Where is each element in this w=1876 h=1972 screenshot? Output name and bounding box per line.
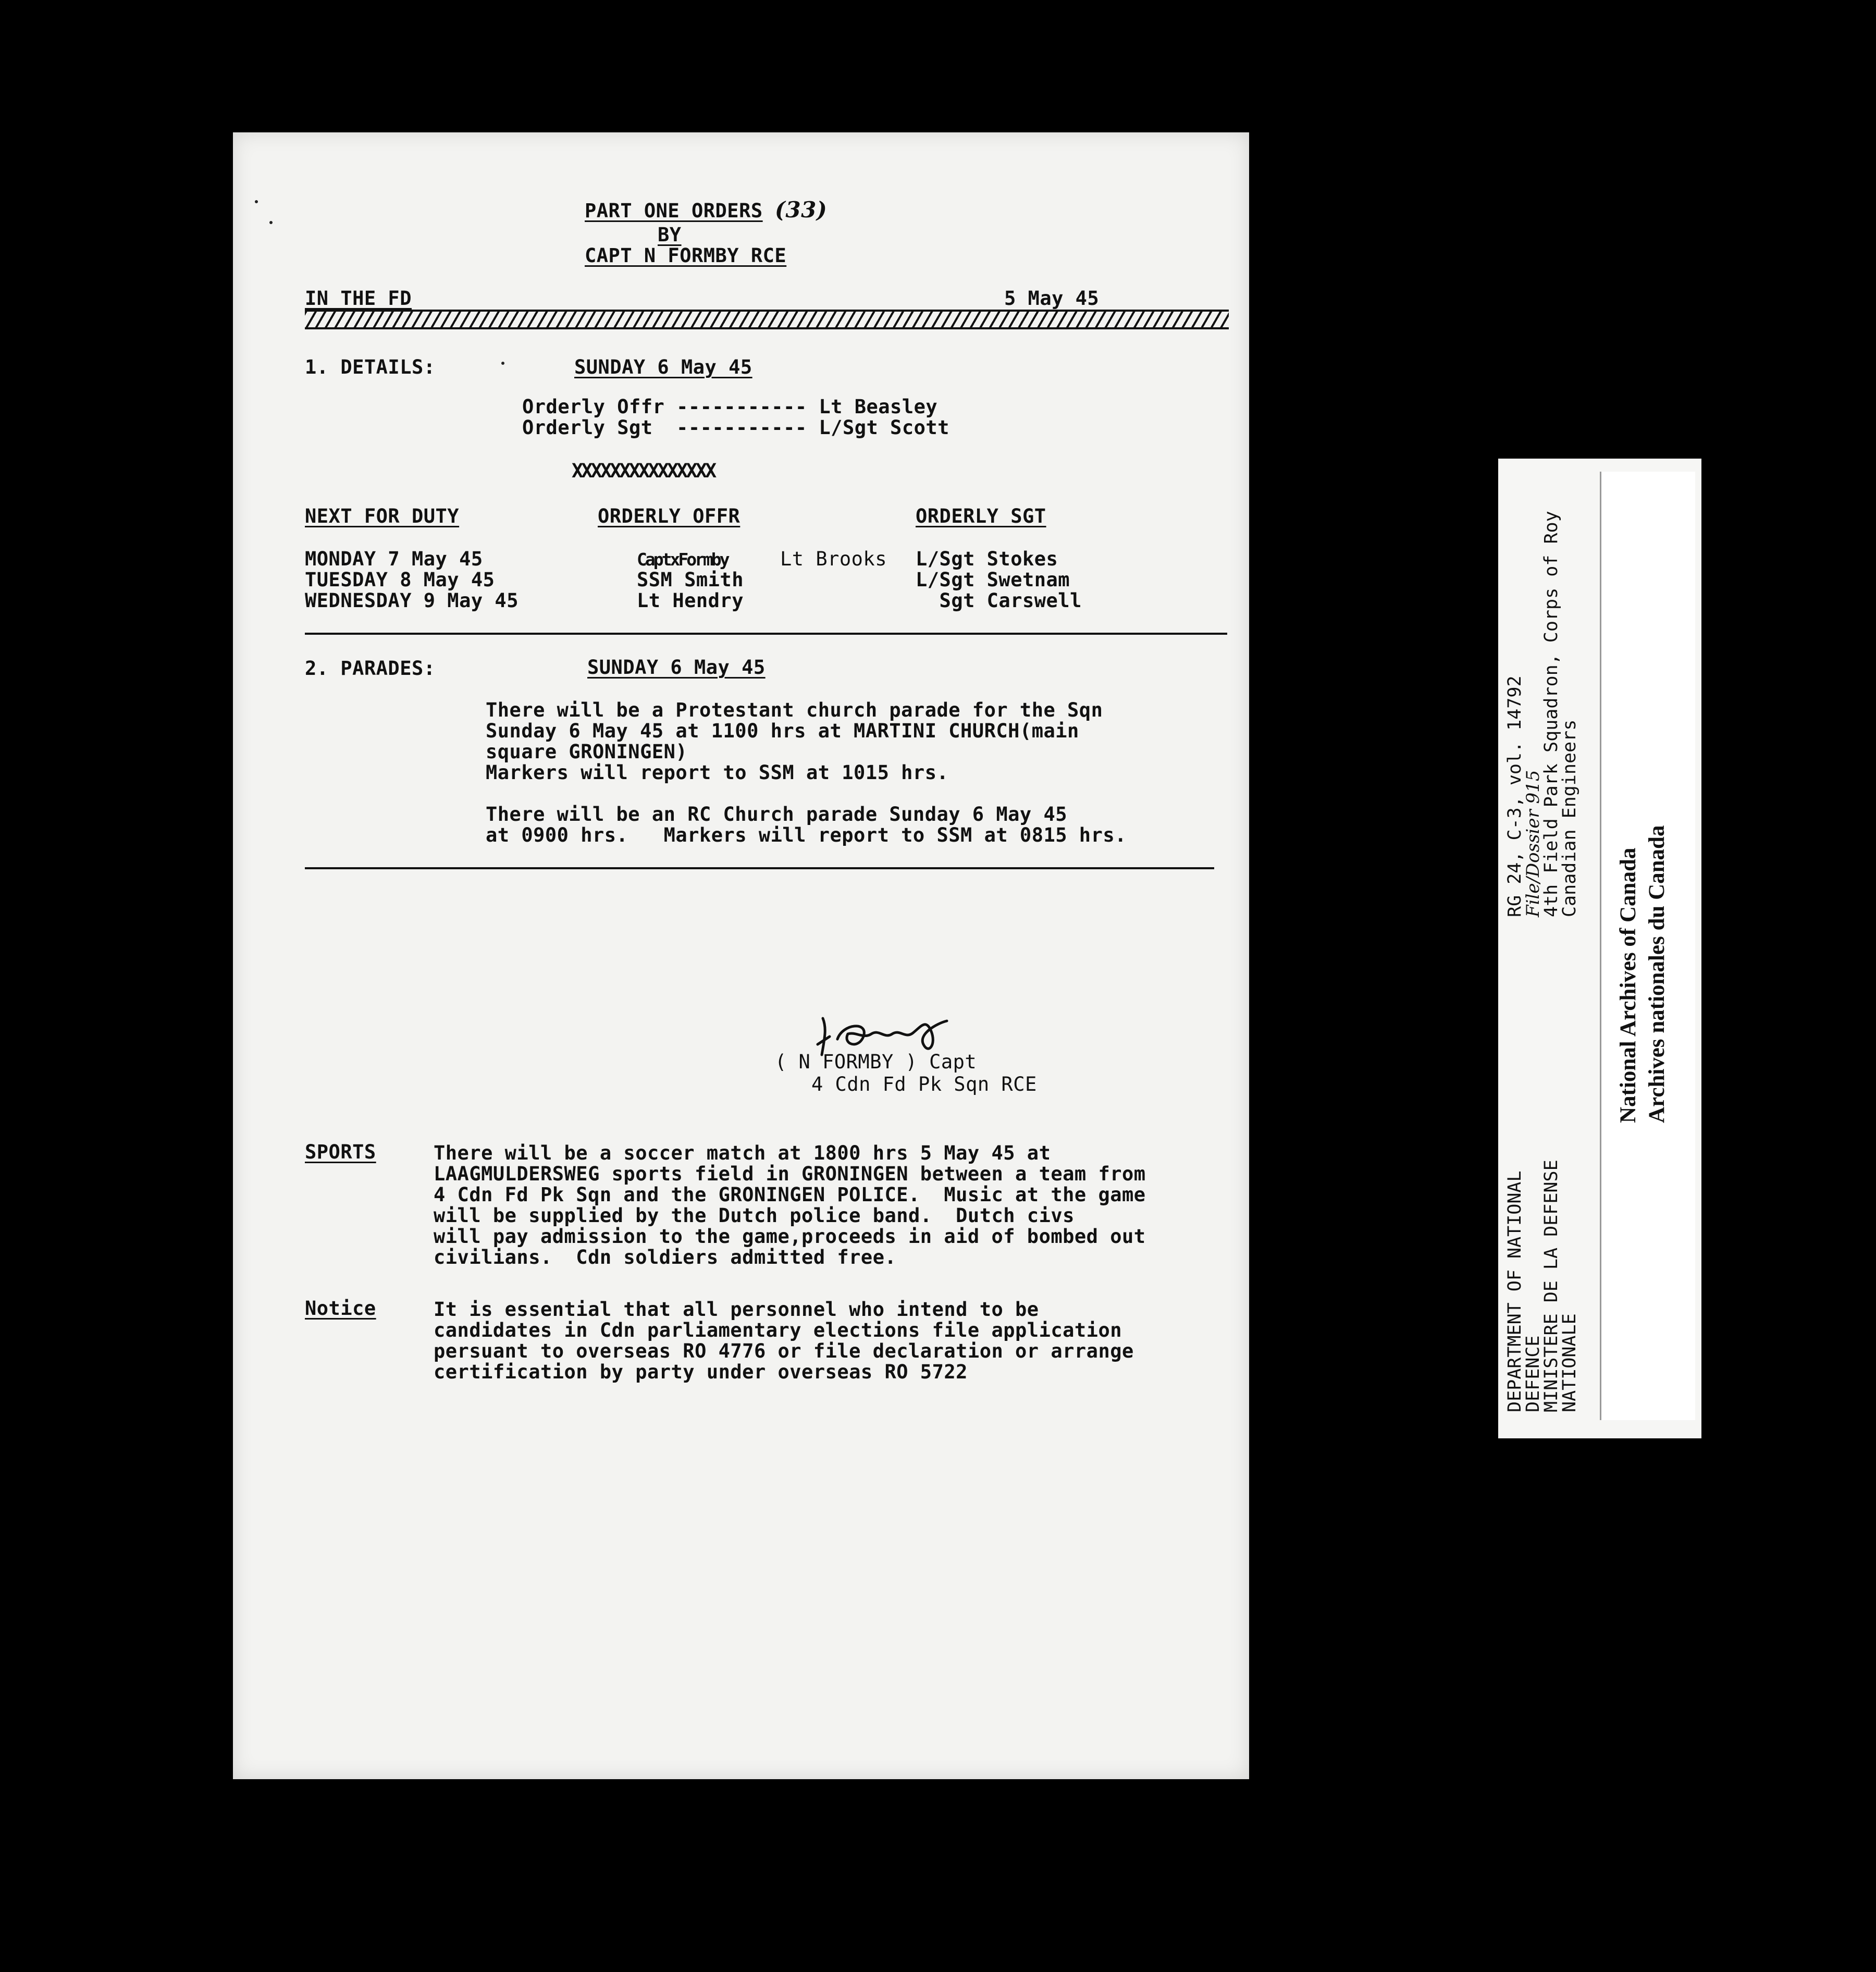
struck-out-line: XXXXXXXXXXXXXXX (572, 460, 715, 482)
section-divider (305, 867, 1214, 869)
reference-line: 4th Field Park Squadron, Corps of Roy (1541, 511, 1562, 917)
notice-text-line: certification by party under overseas RO 5722 (434, 1361, 968, 1383)
hatched-divider (305, 310, 1229, 329)
header-title: PART ONE ORDERS (585, 200, 763, 222)
duty-sgt: L/Sgt Stokes (916, 548, 1058, 570)
details-heading: 1. DETAILS: (305, 356, 436, 378)
paper-speck (501, 362, 504, 365)
notice-heading: Notice (305, 1297, 376, 1320)
header-issuer: CAPT N FORMBY RCE (585, 244, 787, 267)
parade-text-line: square GRONINGEN) (486, 741, 688, 763)
parade-text-line: at 0900 hrs. Markers will report to SSM at 0815 hrs. (486, 824, 1127, 846)
reference-line: Canadian Engineers (1559, 719, 1580, 917)
dept-line: DEPARTMENT OF NATIONAL (1504, 1170, 1525, 1412)
sports-text-line: There will be a soccer match at 1800 hrs 5 May 45 at (434, 1142, 1051, 1164)
parades-day: SUNDAY 6 May 45 (587, 656, 766, 679)
archives-name-fr: Archives nationales du Canada (1645, 825, 1669, 1123)
archive-label (1498, 459, 1701, 1438)
parade-text-line: Sunday 6 May 45 at 1100 hrs at MARTINI CHURCH(main (486, 720, 1079, 742)
signature-name: ( N FORMBY ) Capt (775, 1051, 977, 1073)
sports-text-line: 4 Cdn Fd Pk Sqn and the GRONINGEN POLICE. Music at the game (434, 1184, 1146, 1206)
header-by: BY (658, 224, 682, 246)
col-orderly-offr: ORDERLY OFFR (598, 505, 740, 527)
sports-heading: SPORTS (305, 1141, 376, 1163)
parade-text-line: There will be a Protestant church parade for the Sqn (486, 699, 1103, 721)
document-sheet (233, 132, 1249, 1779)
orderly-sgt-row: Orderly Sgt ----------- L/Sgt Scott (522, 416, 949, 439)
sports-text-line: LAAGMULDERSWEG sports field in GRONINGEN between a team from (434, 1163, 1146, 1185)
section-divider (305, 633, 1227, 635)
header-date: 5 May 45 (1004, 287, 1100, 310)
dept-line: NATIONALE (1559, 1313, 1580, 1412)
archives-strip (1600, 472, 1695, 1420)
header-location: IN THE FD (305, 287, 412, 310)
notice-text-line: It is essential that all personnel who intend to be (434, 1298, 1039, 1321)
duty-offr-struck: CaptxFormby (637, 549, 728, 570)
parade-text-line: Markers will report to SSM at 1015 hrs. (486, 761, 949, 784)
duty-day: WEDNESDAY 9 May 45 (305, 589, 519, 612)
dept-line: MINISTERE DE LA DEFENSE (1541, 1160, 1562, 1412)
orderly-offr-row: Orderly Offr ----------- Lt Beasley (522, 396, 938, 418)
duty-offr: SSM Smith (637, 569, 744, 591)
reference-line: File/Dossier 915 (1523, 770, 1544, 917)
notice-text-line: persuant to overseas RO 4776 or file declaration or arrange (434, 1340, 1134, 1362)
signature-unit: 4 Cdn Fd Pk Sqn RCE (811, 1073, 1037, 1095)
reference-line: RG 24, C-3, vol. 14792 (1504, 675, 1525, 917)
order-number: (33) (775, 197, 828, 223)
parade-text-line: There will be an RC Church parade Sunday 6 May 45 (486, 803, 1068, 825)
archives-name-en: National Archives of Canada (1616, 847, 1640, 1123)
sports-text-line: will pay admission to the game,proceeds in aid of bombed out (434, 1225, 1146, 1248)
details-day: SUNDAY 6 May 45 (574, 356, 752, 378)
sports-text-line: civilians. Cdn soldiers admitted free. (434, 1246, 897, 1268)
duty-offr: Lt Brooks (780, 548, 887, 570)
col-orderly-sgt: ORDERLY SGT (916, 505, 1046, 527)
duty-sgt: Sgt Carswell (916, 589, 1082, 612)
paper-speck (269, 221, 273, 224)
notice-text-line: candidates in Cdn parliamentary elections file application (434, 1319, 1122, 1341)
parades-heading: 2. PARADES: (305, 657, 436, 680)
col-next-for-duty: NEXT FOR DUTY (305, 505, 460, 527)
duty-day: TUESDAY 8 May 45 (305, 569, 495, 591)
duty-offr: Lt Hendry (637, 589, 744, 612)
duty-day: MONDAY 7 May 45 (305, 548, 483, 570)
paper-speck (255, 200, 258, 203)
sports-text-line: will be supplied by the Dutch police band. Dutch civs (434, 1204, 1075, 1227)
duty-sgt: L/Sgt Swetnam (916, 569, 1070, 591)
dept-line: DEFENCE (1523, 1335, 1544, 1412)
